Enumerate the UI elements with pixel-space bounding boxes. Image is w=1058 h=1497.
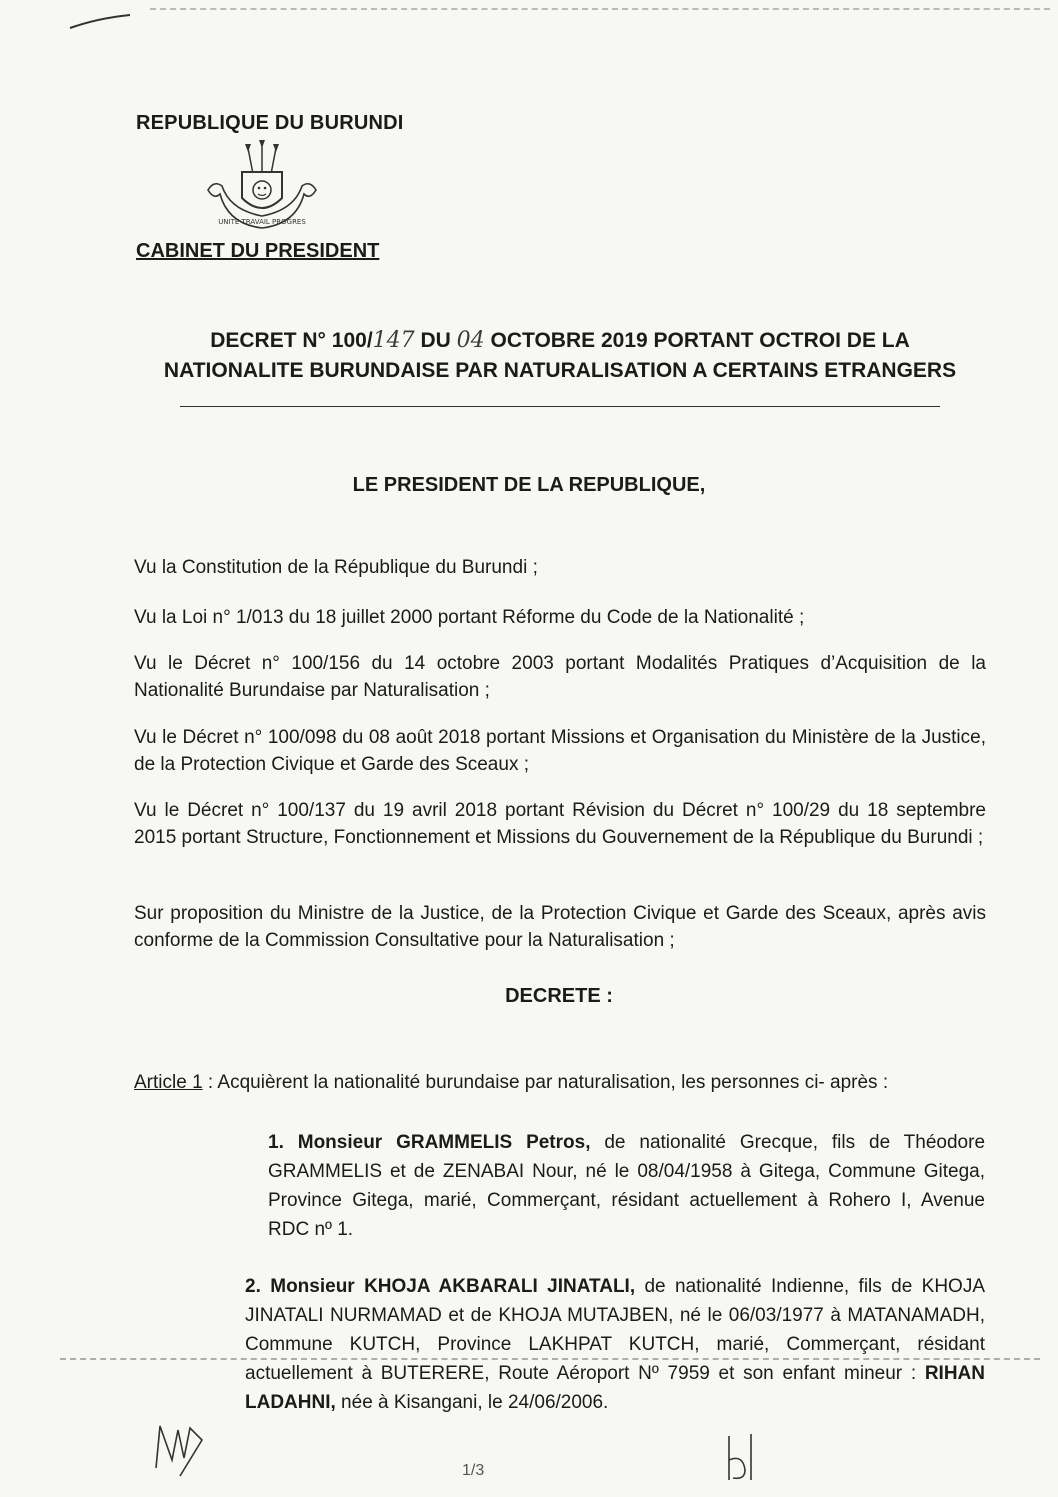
article-label: Article 1: [134, 1072, 203, 1093]
decree-title-part: DECRET N° 100/: [210, 329, 373, 352]
child-details: née à Kisangani, le 24/06/2006.: [335, 1392, 609, 1413]
person-number: 2.: [245, 1276, 261, 1297]
decree-title-line1: [120, 326, 1000, 356]
decree-title-part: OCTOBRE 2019 PORTANT OCTROI DE LA: [484, 329, 910, 352]
consideration-paragraph: Vu la Loi n° 1/013 du 18 juillet 2000 portant Réforme du Code de la Nationalité ;: [134, 607, 805, 628]
decree-title-part: DU: [414, 329, 457, 352]
consideration-paragraph: Sur proposition du Ministre de la Justice, de la Protection Civique et Garde des Sceaux, après avis conforme de la Commission Consultative pour la Naturalisation ;: [134, 903, 986, 951]
scan-artifact-line: [60, 1358, 1040, 1360]
person-details: de nationalité Grecque, fils de Théodore GRAMMELIS et de ZENABAI Nour, né le 08/04/1958 à Gitega, Commune Gitega, Province Gitega, marié, Commerçant, résidant actuellement à Rohero I, Avenue RDC nº 1.: [268, 1132, 986, 1240]
article-text: : Acquièrent la nationalité burundaise par naturalisation, les personnes ci- après :: [202, 1072, 889, 1093]
header-org: REPUBLIQUE DU BURUNDI: [136, 112, 404, 134]
scan-artifact-line: [150, 8, 1050, 10]
decree-title-line2: NATIONALITE BURUNDAISE PAR NATURALISATION A CERTAINS ETRANGERS: [163, 359, 957, 382]
consideration-paragraph: Vu le Décret n° 100/137 du 19 avril 2018 portant Révision du Décret n° 100/29 du 18 septembre 2015 portant Structure, Fonctionnement et Missions du Gouvernement de la République du Burundi ;: [134, 800, 986, 848]
handwritten-initials: [715, 1430, 775, 1485]
title-divider: [180, 406, 940, 407]
child-name: RIHAN LADAHNI,: [245, 1363, 985, 1413]
president-heading: LE PRESIDENT DE LA REPUBLIQUE,: [352, 474, 706, 496]
consideration-paragraph: Vu la Constitution de la République du Burundi ;: [134, 557, 538, 578]
coat-of-arms-emblem: [200, 140, 325, 235]
page-number-mark: 1/3: [462, 1462, 485, 1479]
handwritten-initials: [150, 1420, 220, 1480]
handwritten-decree-day: 04: [456, 328, 485, 353]
motto-text: UNITE TRAVAIL PROGRES: [218, 218, 306, 226]
cabinet-heading: CABINET DU PRESIDENT: [136, 240, 380, 262]
article-1: [134, 1072, 1014, 1094]
person-name: Monsieur GRAMMELIS Petros,: [297, 1132, 591, 1153]
handwritten-decree-number: 147: [372, 328, 415, 353]
person-details: de nationalité Indienne, fils de KHOJA JINATALI NURMAMAD et de KHOJA MUTAJBEN, né le 06/03/1977 à MATANAMADH, Commune KUTCH, Province LAKHPAT KUTCH, marié, Commerçant, résidant actuellement à BUTERERE, Route Aéroport Nº 7959 et son enfant mineur :: [245, 1276, 986, 1384]
decrete-heading: DECRETE :: [505, 985, 613, 1007]
person-entry: [268, 1128, 985, 1244]
pen-stroke-mark: [68, 12, 132, 32]
consideration-paragraph: Vu le Décret n° 100/156 du 14 octobre 2003 portant Modalités Pratiques d’Acquisition de la Nationalité Burundaise par Naturalisation ;: [134, 653, 986, 701]
person-entry: [245, 1272, 985, 1417]
consideration-paragraph: Vu le Décret n° 100/098 du 08 août 2018 portant Missions et Organisation du Ministère de la Justice, de la Protection Civique et Garde des Sceaux ;: [134, 727, 986, 775]
person-name: Monsieur KHOJA AKBARALI JINATALI,: [270, 1276, 636, 1297]
decree-title: [120, 326, 1000, 386]
person-number: 1.: [268, 1132, 284, 1153]
